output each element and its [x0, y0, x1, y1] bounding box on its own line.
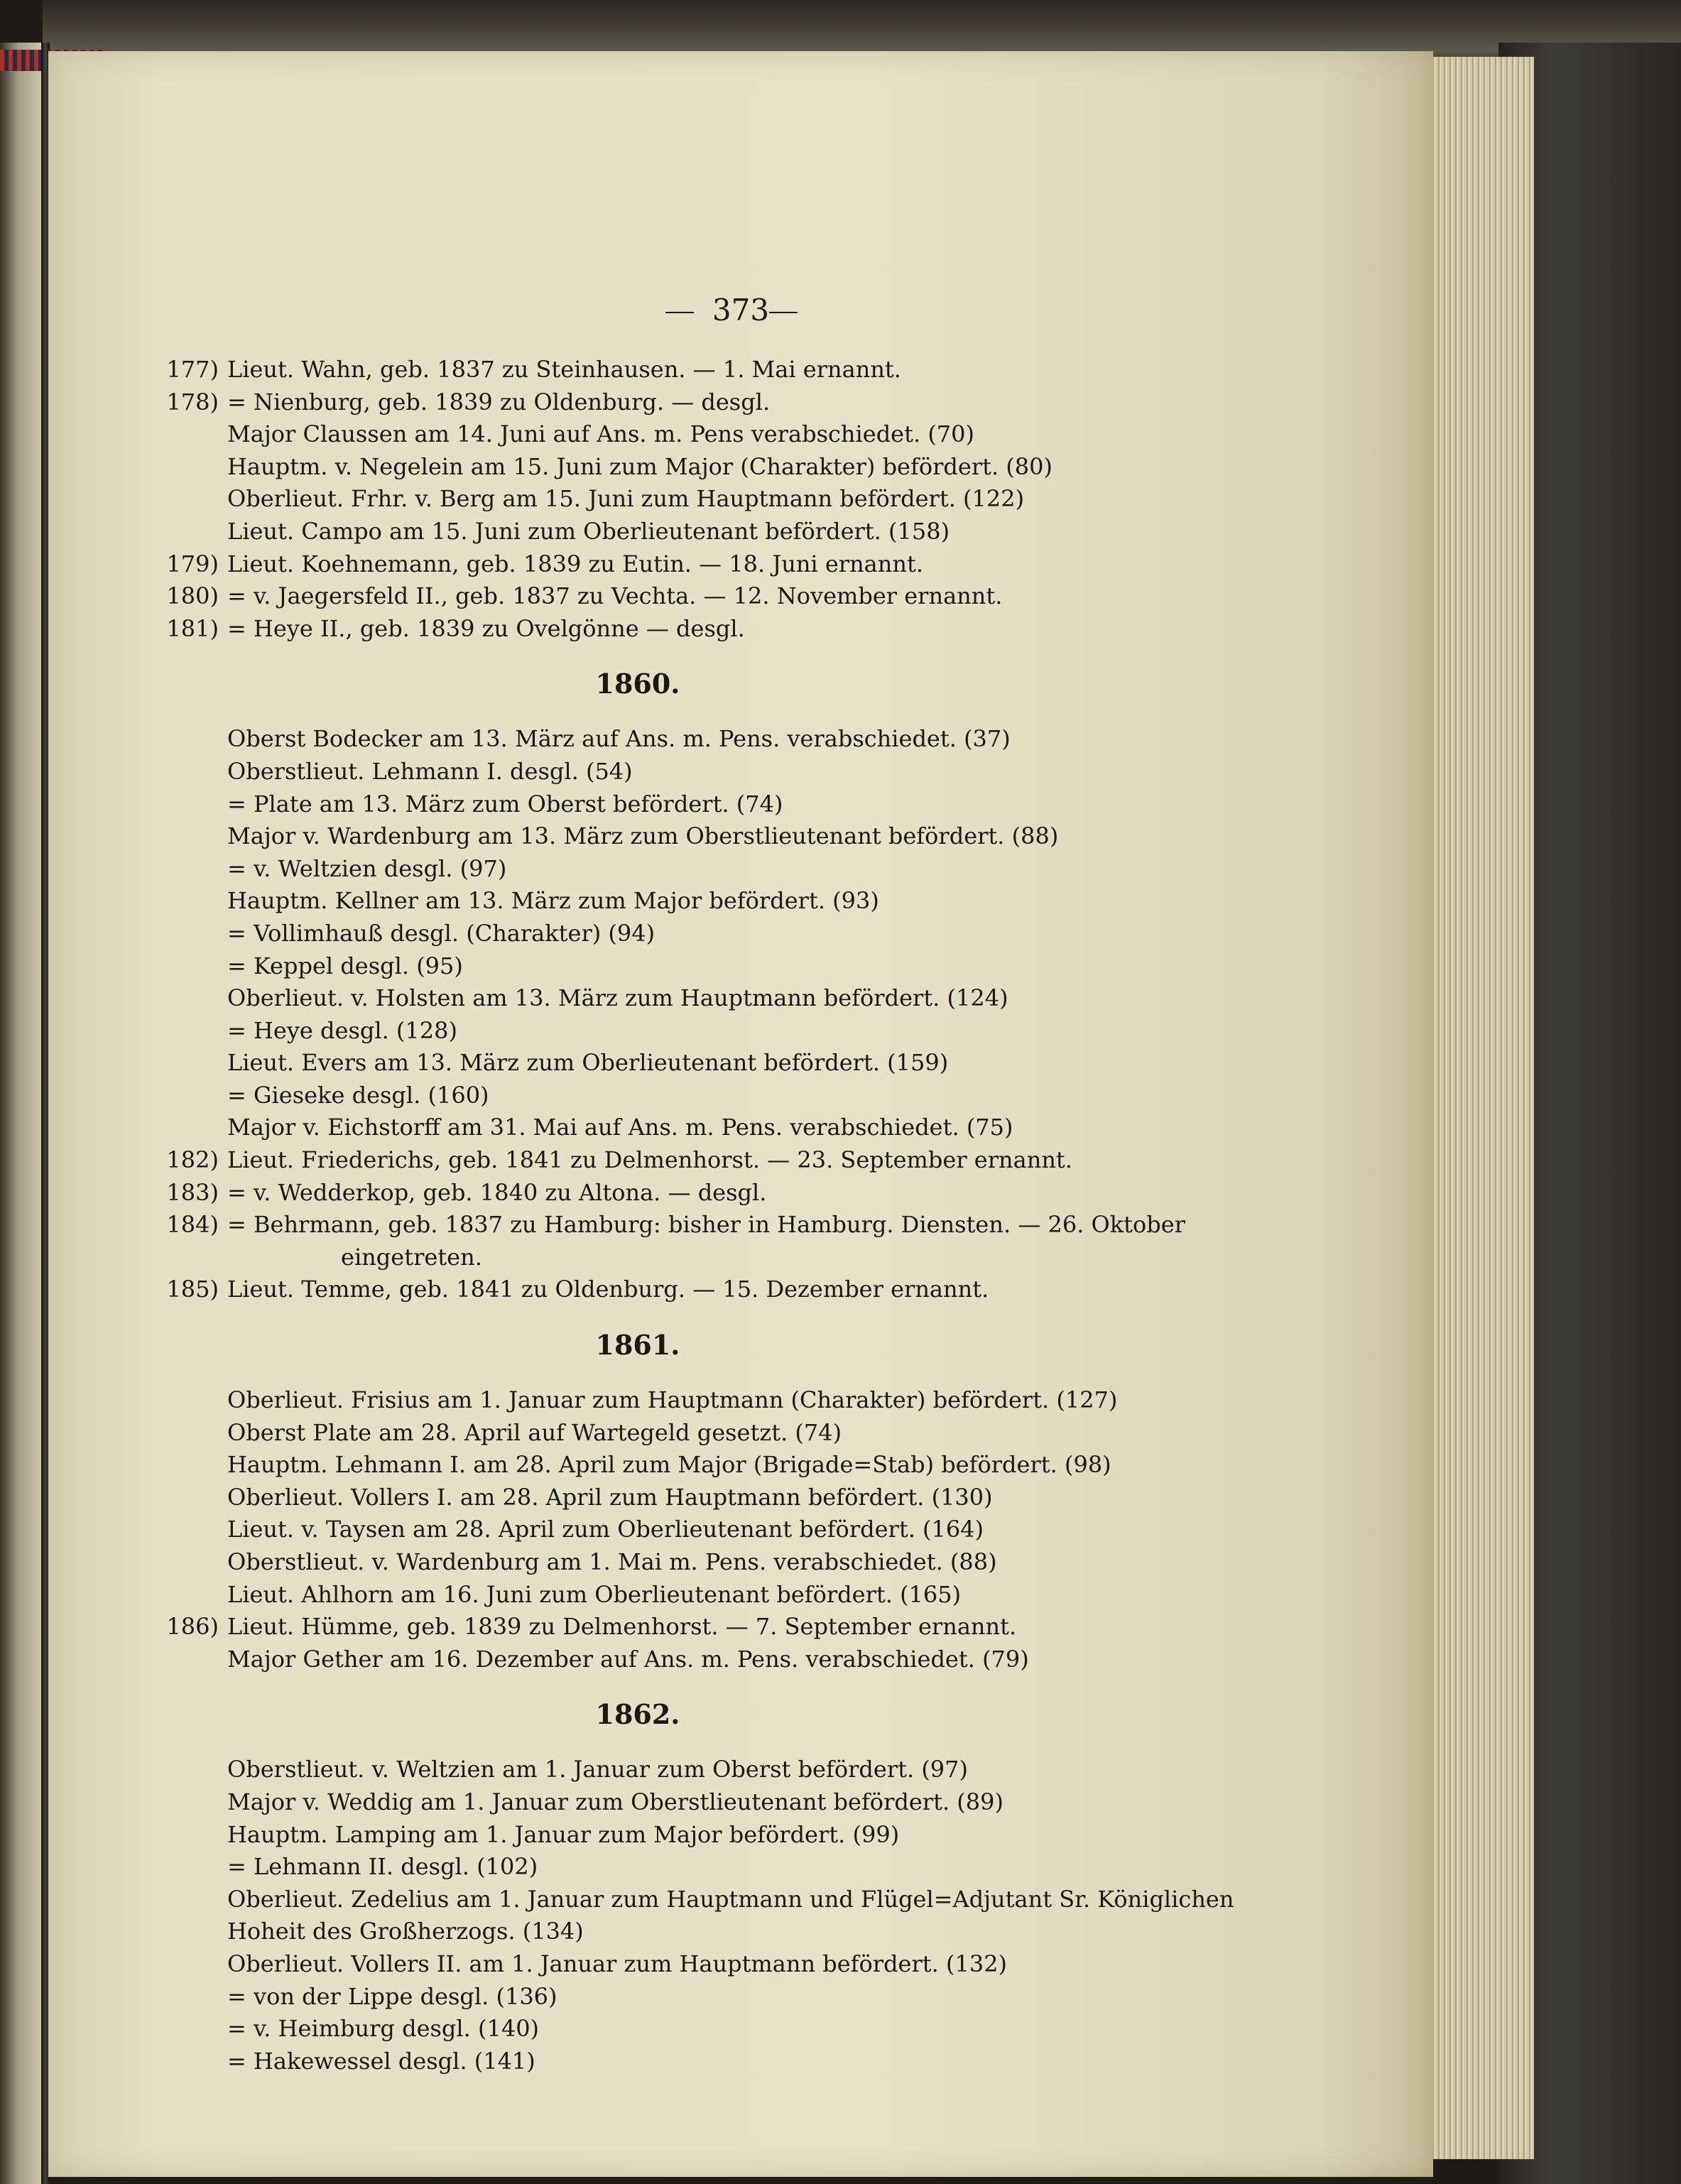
entry-text: = Behrmann, geb. 1837 zu Hamburg: bisher in Hamburg. Diensten. — 26. Oktober: [227, 1211, 1186, 1239]
entry-number: 182): [166, 1146, 219, 1174]
entry-text: eingetreten.: [341, 1243, 482, 1271]
entry-number: 178): [166, 388, 219, 415]
entry-line: [148, 756, 1284, 788]
entry-number: [148, 1384, 227, 1417]
year-heading: 1861.: [595, 1329, 680, 1362]
entry-line: [148, 1482, 1284, 1514]
entry-text: Oberstlieut. v. Wardenburg am 1. Mai m. Pens. verabschiedet. (88): [227, 1548, 997, 1575]
entry-line: [148, 2046, 1284, 2078]
entry-number: [148, 1579, 227, 1612]
entry-text: Major Claussen am 14. Juni auf Ans. m. Pens verabschiedet. (70): [227, 420, 974, 448]
entry-number: [148, 483, 227, 516]
entry-line: [148, 1209, 1284, 1242]
entry-text: Major v. Eichstorff am 31. Mai auf Ans. m. Pens. verabschiedet. (75): [227, 1114, 1013, 1141]
entry-number: [148, 885, 227, 918]
entry-line: [148, 451, 1284, 484]
entry-line: [148, 1015, 1284, 1048]
entry-line: [148, 2013, 1284, 2046]
entry-text: Lieut. Hümme, geb. 1839 zu Delmenhorst. — 7. September ernannt.: [227, 1613, 1017, 1641]
book-page: [48, 51, 1433, 2177]
entry-text: Lieut. Campo am 15. Juni zum Oberlieutenant befördert. (158): [227, 517, 950, 545]
entry-line: [148, 723, 1284, 756]
entry-text: Lieut. Ahlhorn am 16. Juni zum Oberlieutenant befördert. (165): [227, 1580, 962, 1608]
entry-text: Hoheit des Großherzogs. (134): [227, 1918, 584, 1945]
page-number-dash-left: [665, 312, 694, 313]
entry-line: [148, 1786, 1284, 1819]
left-page-edge: [0, 43, 45, 2184]
entry-line: [148, 1884, 1284, 1916]
entry-text: Oberstlieut. Lehmann I. desgl. (54): [227, 757, 633, 785]
entry-text: = v. Heimburg desgl. (140): [227, 2015, 540, 2043]
entry-text: = Heye desgl. (128): [227, 1016, 457, 1044]
entry-text: Oberlieut. Zedelius am 1. Januar zum Hauptmann und Flügel=Adjutant Sr. Königlichen: [227, 1885, 1234, 1913]
entry-line: [148, 1047, 1284, 1080]
entry-line: [148, 918, 1284, 950]
entry-text: Oberlieut. v. Holsten am 13. März zum Hauptmann befördert. (124): [227, 984, 1008, 1012]
entry-number: [148, 1546, 227, 1579]
entry-number: [148, 756, 227, 788]
entry-line: [148, 1112, 1284, 1144]
entry-number: [148, 418, 227, 451]
entry-number: [148, 1449, 227, 1482]
entry-line: [148, 1644, 1284, 1676]
entry-text: = Plate am 13. März zum Oberst befördert. (74): [227, 790, 783, 817]
entry-text: = Hakewessel desgl. (141): [227, 2047, 535, 2075]
entry-line: [148, 853, 1284, 886]
entry-text: Oberst Bodecker am 13. März auf Ans. m. Pens. verabschiedet. (37): [227, 725, 1011, 753]
entry-continuation: [148, 1242, 1284, 1274]
entry-text: = v. Jaegersfeld II., geb. 1837 zu Vechta. — 12. November ernannt.: [227, 582, 1003, 610]
entry-line: [148, 1916, 1284, 1948]
entry-text: Major Gether am 16. Dezember auf Ans. m. Pens. verabschiedet. (79): [227, 1645, 1029, 1673]
entry-number: [148, 1754, 227, 1786]
entry-text: Oberlieut. Vollers I. am 28. April zum Hauptmann befördert. (130): [227, 1483, 993, 1511]
entry-number: 185): [166, 1276, 219, 1303]
entry-text: Hauptm. Lehmann I. am 28. April zum Major (Brigade=Stab) befördert. (98): [227, 1451, 1111, 1479]
entry-text: = v. Wedderkop, geb. 1840 zu Altona. — desgl.: [227, 1178, 767, 1206]
entry-line: [148, 1144, 1284, 1177]
entry-number: 183): [166, 1178, 219, 1206]
entry-line: [148, 1754, 1284, 1786]
entry-line: [148, 580, 1284, 613]
entry-number: [148, 950, 227, 983]
entry-number: [148, 723, 227, 756]
entry-line: [148, 1177, 1284, 1210]
entry-number: 181): [166, 614, 219, 642]
entry-number: [148, 2046, 227, 2078]
entry-line: [148, 418, 1284, 451]
entry-number: [148, 1644, 227, 1676]
entry-text: Hauptm. Lamping am 1. Januar zum Major befördert. (99): [227, 1820, 900, 1848]
entry-text: Oberstlieut. v. Weltzien am 1. Januar zum Oberst befördert. (97): [227, 1756, 968, 1783]
entry-text: Lieut. Koehnemann, geb. 1839 zu Eutin. — 18. Juni ernannt.: [227, 550, 923, 577]
entry-line: [148, 1080, 1284, 1112]
entry-line: [148, 483, 1284, 516]
entry-number: [148, 1916, 227, 1948]
entry-number: [148, 853, 227, 886]
entry-number: [148, 788, 227, 821]
entry-number: [148, 1514, 227, 1546]
entry-line: [148, 1273, 1284, 1306]
entry-line: [148, 982, 1284, 1015]
entry-number: 179): [166, 550, 219, 577]
entry-text: = Lehmann II. desgl. (102): [227, 1853, 538, 1881]
entry-line: [148, 354, 1284, 386]
entry-number: [148, 1242, 227, 1274]
entry-text: Oberlieut. Frisius am 1. Januar zum Hauptmann (Charakter) befördert. (127): [227, 1386, 1118, 1414]
entry-number: [148, 982, 227, 1015]
entry-line: [148, 1417, 1284, 1450]
entry-number: [148, 451, 227, 484]
entry-line: [148, 386, 1284, 419]
entry-text: Oberlieut. Frhr. v. Berg am 15. Juni zum Hauptmann befördert. (122): [227, 485, 1025, 513]
entry-number: 186): [166, 1613, 219, 1641]
entry-number: [148, 1417, 227, 1450]
entry-number: [148, 1047, 227, 1080]
entry-line: [148, 1611, 1284, 1644]
entry-number: [148, 1080, 227, 1112]
entry-number: [148, 516, 227, 548]
entry-line: [148, 1514, 1284, 1546]
entry-number: [148, 1981, 227, 2014]
page-content: [148, 354, 1284, 2077]
entry-number: [148, 1884, 227, 1916]
entry-number: 177): [166, 356, 219, 383]
entry-number: [148, 1482, 227, 1514]
entry-number: [148, 918, 227, 950]
entry-text: = von der Lippe desgl. (136): [227, 1982, 557, 2010]
entry-line: [148, 1819, 1284, 1852]
entry-text: = Heye II., geb. 1839 zu Ovelgönne — desgl.: [227, 614, 745, 642]
entry-number: [148, 1786, 227, 1819]
entry-number: [148, 1015, 227, 1048]
page-number: [48, 293, 1433, 327]
entry-text: Major v. Wardenburg am 13. März zum Oberstlieutenant befördert. (88): [227, 822, 1059, 850]
entry-number: 180): [166, 582, 219, 610]
year-heading: 1862.: [595, 1698, 680, 1731]
page-number-dash-right: [769, 312, 798, 313]
year-heading: 1860.: [595, 668, 680, 700]
entry-text: Hauptm. Kellner am 13. März zum Major befördert. (93): [227, 887, 879, 915]
entry-text: = Gieseke desgl. (160): [227, 1081, 489, 1109]
entry-line: [148, 820, 1284, 853]
entry-number: [148, 1851, 227, 1884]
entry-text: Lieut. Evers am 13. März zum Oberlieutenant befördert. (159): [227, 1049, 949, 1077]
entry-line: [148, 885, 1284, 918]
entry-number: [148, 1948, 227, 1981]
entry-text: Lieut. Friederichs, geb. 1841 zu Delmenhorst. — 23. September ernannt.: [227, 1146, 1072, 1174]
entry-text: Hauptm. v. Negelein am 15. Juni zum Major (Charakter) befördert. (80): [227, 452, 1052, 480]
entry-number: [148, 1819, 227, 1852]
entry-text: Oberst Plate am 28. April auf Wartegeld gesetzt. (74): [227, 1418, 842, 1446]
entry-line: [148, 1449, 1284, 1482]
entry-number: [148, 1112, 227, 1144]
entry-text: = Vollimhauß desgl. (Charakter) (94): [227, 919, 655, 947]
entry-text: = Keppel desgl. (95): [227, 952, 463, 979]
entry-number: [148, 2013, 227, 2046]
entry-line: [148, 1948, 1284, 1981]
page-number-text: 373: [712, 293, 770, 327]
entry-line: [148, 516, 1284, 548]
entry-text: Oberlieut. Vollers II. am 1. Januar zum Hauptmann befördert. (132): [227, 1950, 1008, 1977]
entry-line: [148, 788, 1284, 821]
entry-text: Lieut. v. Taysen am 28. April zum Oberlieutenant befördert. (164): [227, 1516, 984, 1543]
entry-text: Major v. Weddig am 1. Januar zum Oberstlieutenant befördert. (89): [227, 1788, 1003, 1815]
entry-text: = v. Weltzien desgl. (97): [227, 854, 507, 882]
entry-number: [148, 820, 227, 853]
entry-text: Lieut. Wahn, geb. 1837 zu Steinhausen. — 1. Mai ernannt.: [227, 356, 901, 383]
entry-line: [148, 1579, 1284, 1612]
entry-line: [148, 613, 1284, 646]
entry-line: [148, 1981, 1284, 2014]
entry-text: Lieut. Temme, geb. 1841 zu Oldenburg. — 15. Dezember ernannt.: [227, 1276, 989, 1303]
entry-number: 184): [166, 1211, 219, 1239]
entry-line: [148, 548, 1284, 581]
entry-line: [148, 1384, 1284, 1417]
entry-line: [148, 1851, 1284, 1884]
entry-text: = Nienburg, geb. 1839 zu Oldenburg. — desgl.: [227, 388, 771, 415]
entry-line: [148, 950, 1284, 983]
entry-line: [148, 1546, 1284, 1579]
